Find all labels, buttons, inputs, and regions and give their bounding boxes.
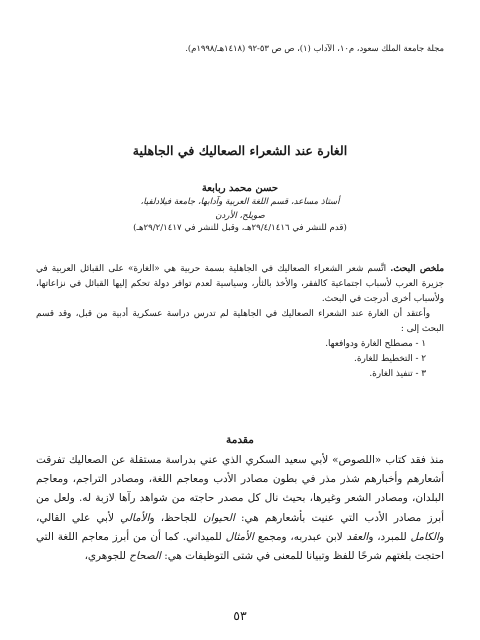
author-location: صويلح، الأردن xyxy=(215,211,265,221)
intro-text-5: لابن عبدربه، ومجمع xyxy=(253,530,347,543)
page-number: ٥٣ xyxy=(233,608,247,623)
introduction-body xyxy=(36,451,444,566)
source-title-hayawan: الحيوان xyxy=(203,511,235,524)
intro-text-2: للجاحظ، و xyxy=(149,511,204,524)
source-title-iqd: العقد xyxy=(346,530,369,543)
article-title: الغارة عند الشعراء الصعاليك في الجاهلية xyxy=(132,143,348,158)
intro-text-6: للميداني. كما أن من أبرز معاجم اللغة التي احتجت بلغتهم شرحًا للفظ وتبيانا للمعنى في شتى التوظيفات هي: xyxy=(36,530,444,563)
abstract-text-1: اتَّسم شعر الشعراء الصعاليك في الجاهلية بسمة حربية هي «الغارة» على القبائل العربية في جزيرة العرب لأسباب اجتماعية كالفقر، والأخذ بالثأر، وسياسية لعدم توافر دولة تحكم إليها القبائل في نزاعاتها، ولأسباب أخرى أدرجت في البحث. xyxy=(36,264,444,304)
author-name: حسن محمد ربابعة xyxy=(201,183,279,194)
list-item: ٢ - التخطيط للغارة. xyxy=(354,354,426,364)
source-title-sihah: الصحاح xyxy=(129,550,161,563)
abstract-lead: ملخص البحث. xyxy=(390,264,445,274)
introduction-paragraph xyxy=(36,451,444,566)
abstract-paragraph-2: وأعتقد أن الغارة عند الشعراء الصعاليك في الجاهلية لم تدرس دراسة عسكرية أدبية من قبل، وقد قسم البحث إلى : xyxy=(36,309,444,334)
intro-text-3: لأبي علي القالي، و xyxy=(36,511,444,543)
intro-text-7: للجوهري، xyxy=(84,550,130,563)
abstract xyxy=(36,262,444,382)
section-heading-introduction: مقدمة xyxy=(226,434,254,446)
list-item: ١ - مصطلح الغارة ودوافعها. xyxy=(325,339,426,349)
author-affiliation: أستاذ مساعد، قسم اللغة العربية وآدابها، جامعة فيلادلفيا، xyxy=(140,197,340,207)
abstract-section-list xyxy=(36,337,444,382)
journal-citation: مجلة جامعة الملك سعود، م١٠، الآداب (١)، ص ص ٥٣-٩٢ (١٤١٨هـ/١٩٩٨م). xyxy=(185,43,444,53)
submission-dates: (قدم للنشر في ٢٩/٤/١٤١٦هـ، وقبل للنشر في ٢٩/٢/١٤١٧هـ) xyxy=(133,223,347,233)
source-title-kamil: الكامل xyxy=(410,530,439,543)
intro-text-1: منذ فقد كتاب «اللصوص» لأبي سعيد السكري الذي عني بدراسة مستقلة عن الصعاليك تفرقت أشعارهم وأخبارهم شذر مذر في بطون مصادر الأدب ومعاجم اللغة، ومصادر التراجم، ومعاجم البلدان، ومصادر الشعر وغيرها، بحيث نال كل مصدر حاجته من شواهد رآها لازبة له. ولعل من أبرز مصادر الأدب التي عنيت بأشعارهم هي: xyxy=(36,454,444,524)
abstract-paragraph-1 xyxy=(36,262,444,307)
source-title-amali: الأمالي xyxy=(120,511,150,524)
intro-text-4: للمبرد، و xyxy=(368,530,411,543)
list-item: ٣ - تنفيذ الغارة. xyxy=(369,369,426,379)
source-title-amthal: الأمثال xyxy=(225,530,254,543)
